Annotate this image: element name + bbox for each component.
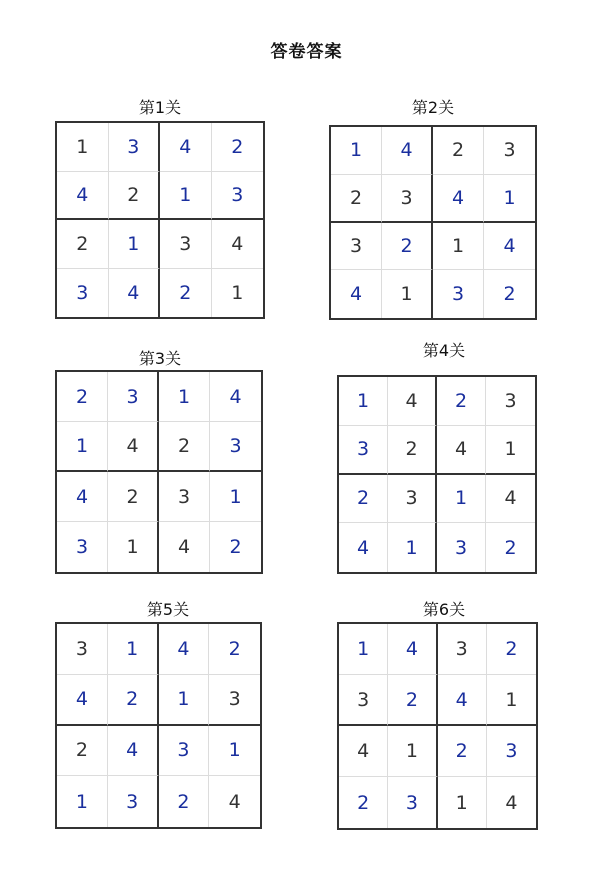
level-1-grid: [55, 121, 265, 319]
grid-cell: 3: [108, 372, 159, 422]
level-5-grid: [55, 622, 262, 829]
grid-cell: 4: [57, 472, 108, 522]
grid-cell: 1: [438, 777, 487, 828]
grid-cell: 2: [108, 472, 159, 522]
page-title: 答卷答案: [270, 42, 343, 62]
grid-cell: 4: [339, 523, 388, 572]
grid-cell: 4: [108, 726, 159, 777]
grid-cell: 3: [159, 472, 210, 522]
level-4-grid: [337, 375, 537, 574]
grid-cell: 3: [382, 175, 433, 223]
grid-cell: 4: [212, 220, 264, 269]
grid-cell: 2: [433, 127, 484, 175]
grid-cell: 3: [57, 624, 108, 675]
grid-cell: 1: [57, 776, 108, 827]
grid-cell: 3: [160, 220, 212, 269]
level-3-grid: [55, 370, 263, 574]
grid-cell: 4: [433, 175, 484, 223]
grid-cell: 3: [210, 422, 261, 472]
grid-cell: 1: [331, 127, 382, 175]
grid-cell: 4: [484, 223, 535, 271]
grid-cell: 3: [57, 269, 109, 318]
grid-cell: 4: [388, 624, 437, 675]
grid-cell: 2: [159, 776, 210, 827]
grid-cell: 4: [159, 624, 210, 675]
grid-cell: 3: [209, 675, 260, 726]
grid-cell: 2: [229, 536, 242, 558]
grid-cell: 1: [388, 523, 437, 572]
grid-cell: 1: [159, 372, 210, 422]
grid-cell: 4: [159, 522, 210, 572]
grid-cell: 2: [388, 426, 437, 475]
level-6-grid: [337, 622, 538, 830]
grid-cell: 3: [486, 377, 535, 426]
grid-cell: 2: [331, 175, 382, 223]
grid-cell: 3: [331, 223, 382, 271]
grid-cell: 1: [108, 522, 159, 572]
grid-cell: 4: [57, 675, 108, 726]
grid-cell: 1: [484, 175, 535, 223]
grid-cell: 2: [388, 675, 437, 726]
grid-cell: 4: [505, 791, 518, 814]
grid-cell: 3: [339, 426, 388, 475]
grid-cell: 1: [437, 475, 486, 524]
grid-cell: 1: [486, 426, 535, 475]
grid-cell: 1: [209, 726, 260, 777]
grid-cell: 4: [486, 475, 535, 524]
level-2-grid: [329, 125, 537, 320]
grid-cell: 2: [57, 220, 109, 269]
grid-cell: 3: [57, 522, 108, 572]
grid-cell: 1: [57, 123, 109, 172]
grid-cell: 2: [487, 624, 536, 675]
level-2-label: 第2关: [411, 98, 455, 117]
grid-cell: 2: [57, 726, 108, 777]
grid-cell: 2: [108, 675, 159, 726]
grid-cell: 3: [438, 624, 487, 675]
grid-cell: 1: [109, 220, 161, 269]
grid-cell: 2: [503, 283, 516, 306]
grid-cell: 2: [109, 172, 161, 221]
grid-cell: 4: [210, 372, 261, 422]
grid-cell: 1: [108, 624, 159, 675]
grid-cell: 2: [57, 372, 108, 422]
grid-cell: 1: [160, 172, 212, 221]
grid-cell: 4: [160, 123, 212, 172]
grid-cell: 4: [388, 377, 437, 426]
grid-cell: 1: [433, 223, 484, 271]
grid-cell: 1: [339, 624, 388, 675]
grid-cell: 3: [108, 776, 159, 827]
grid-cell: 2: [159, 422, 210, 472]
grid-cell: 4: [437, 426, 486, 475]
grid-cell: 3: [388, 475, 437, 524]
grid-cell: 4: [109, 269, 161, 318]
grid-cell: 1: [388, 726, 437, 777]
level-1-label: 第1关: [138, 98, 182, 117]
grid-cell: 3: [159, 726, 210, 777]
grid-cell: 3: [339, 675, 388, 726]
grid-cell: 4: [228, 790, 241, 813]
grid-cell: 1: [210, 472, 261, 522]
grid-cell: 3: [437, 523, 486, 572]
grid-cell: 4: [382, 127, 433, 175]
grid-cell: 3: [484, 127, 535, 175]
level-3-label: 第3关: [138, 349, 182, 368]
grid-cell: 4: [331, 270, 382, 318]
grid-cell: 1: [487, 675, 536, 726]
grid-cell: 3: [109, 123, 161, 172]
grid-cell: 1: [57, 422, 108, 472]
grid-cell: 2: [504, 536, 517, 559]
grid-cell: 3: [212, 172, 264, 221]
level-4-label: 第4关: [422, 341, 466, 360]
grid-cell: 3: [433, 270, 484, 318]
grid-cell: 2: [339, 475, 388, 524]
level-5-label: 第5关: [146, 600, 190, 619]
grid-cell: 1: [382, 270, 433, 318]
level-6-label: 第6关: [422, 600, 466, 619]
grid-cell: 1: [231, 281, 244, 304]
grid-cell: 2: [437, 377, 486, 426]
grid-cell: 4: [339, 726, 388, 777]
grid-cell: 2: [339, 777, 388, 828]
grid-cell: 1: [159, 675, 210, 726]
grid-cell: 2: [160, 269, 212, 318]
grid-cell: 3: [487, 726, 536, 777]
grid-cell: 4: [108, 422, 159, 472]
grid-cell: 2: [438, 726, 487, 777]
grid-cell: 3: [388, 777, 437, 828]
grid-cell: 2: [382, 223, 433, 271]
grid-cell: 4: [438, 675, 487, 726]
grid-cell: 1: [339, 377, 388, 426]
grid-cell: 2: [209, 624, 260, 675]
grid-cell: 2: [212, 123, 264, 172]
grid-cell: 4: [57, 172, 109, 221]
